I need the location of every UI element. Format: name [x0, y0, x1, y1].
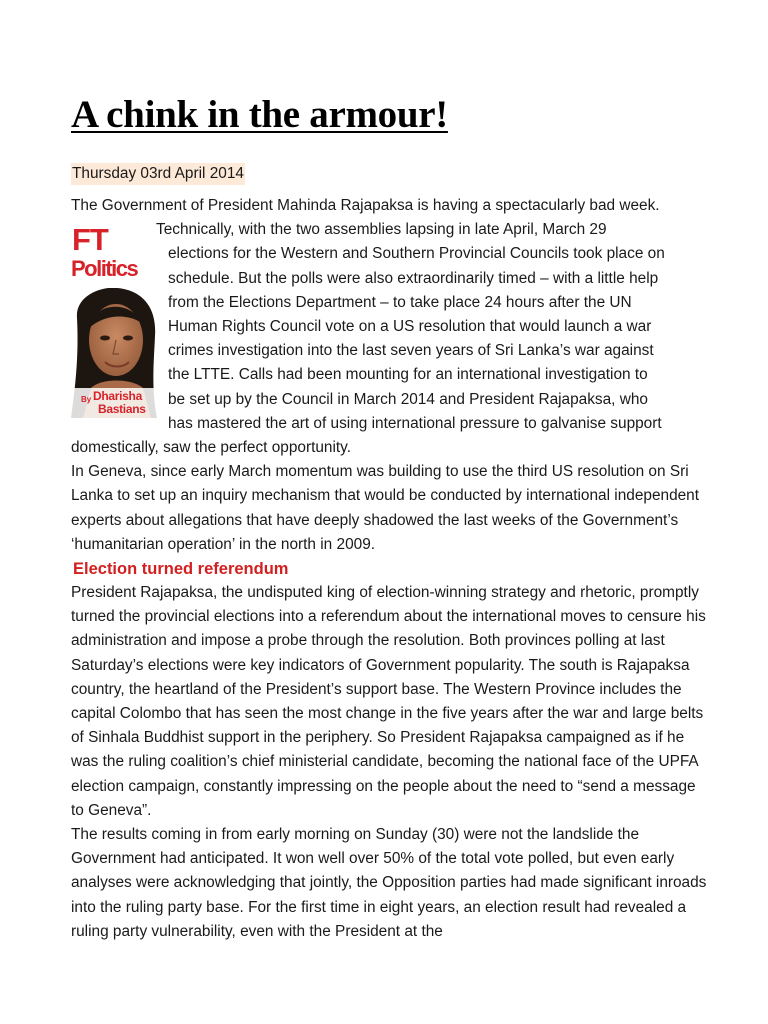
intro-line: has mastered the art of using international pressure to galvanise support — [168, 414, 662, 432]
intro-line: Technically, with the two assemblies lapsing in late April, March 29 — [156, 221, 607, 239]
byline-by: By — [81, 395, 92, 404]
intro-line: elections for the Western and Southern Provincial Councils took place on — [168, 245, 665, 263]
intro-line: Human Rights Council vote on a US resolution that would launch a war — [168, 318, 652, 336]
author-first-name: Dharisha — [93, 389, 142, 403]
paragraph-geneva: In Geneva, since early March momentum was building to use the third US resolution on Sri Lanka to set up an inquiry mechanism that would be conducted by international independent experts about allegations that have deeply shadowed the last weeks of the Government’s ‘humanitarian operation’ in the north in 2009. — [71, 463, 700, 553]
intro-line: crimes investigation into the last seven years of Sri Lanka’s war against — [168, 342, 654, 360]
intro-line: schedule. But the polls were also extraordinarily timed – with a little help — [168, 269, 659, 287]
article-date: Thursday 03rd April 2014 — [71, 163, 245, 185]
article-title: A chink in the armour! — [71, 93, 448, 136]
intro-line: The Government of President Mahinda Rajapaksa is having a spectacularly bad week. — [71, 197, 660, 214]
article-body — [71, 194, 707, 944]
ft-logo-text: FT — [72, 222, 108, 257]
section-heading: Election turned referendum — [73, 560, 289, 579]
paragraph-results: The results coming in from early morning on Sunday (30) were not the landslide the Government had anticipated. It won well over 50% of the total vote polled, but even early analyses were acknowledging that jointly, the Opposition parties had made significant inroads into the ruling party base. For the first time in eight years, an election result had revealed a ruling party vulnerability, even with the President at the — [71, 826, 707, 940]
intro-line: domestically, saw the perfect opportunity. — [71, 439, 352, 457]
politics-logo-text: Politics — [71, 256, 138, 281]
author-last-name: Bastians — [98, 402, 146, 416]
intro-line: be set up by the Council in March 2014 and President Rajapaksa, who — [168, 390, 648, 408]
intro-line: from the Elections Department – to take place 24 hours after the UN — [168, 293, 632, 311]
intro-line: the LTTE. Calls had been mounting for an international investigation to — [168, 366, 648, 384]
paragraph-referendum: President Rajapaksa, the undisputed king of election-winning strategy and rhetoric, promptly turned the provincial elections into a referendum about the international moves to censure his administration and impose a probe through the resolution. Both provinces polling at last Saturday’s elections were key indicators of Government popularity. The south is Rajapaksa country, the heartland of the President’s support base. The Western Province includes the capital Colombo that has seen the most change in the five years after the war and large belts of Sinhala Buddhist support in the periphery. So President Rajapaksa campaigned as if he was the ruling coalition’s chief ministerial candidate, becoming the national face of the UPFA election campaign, constantly impressing on the people about the need to “send a message to Geneva”. — [71, 584, 706, 819]
